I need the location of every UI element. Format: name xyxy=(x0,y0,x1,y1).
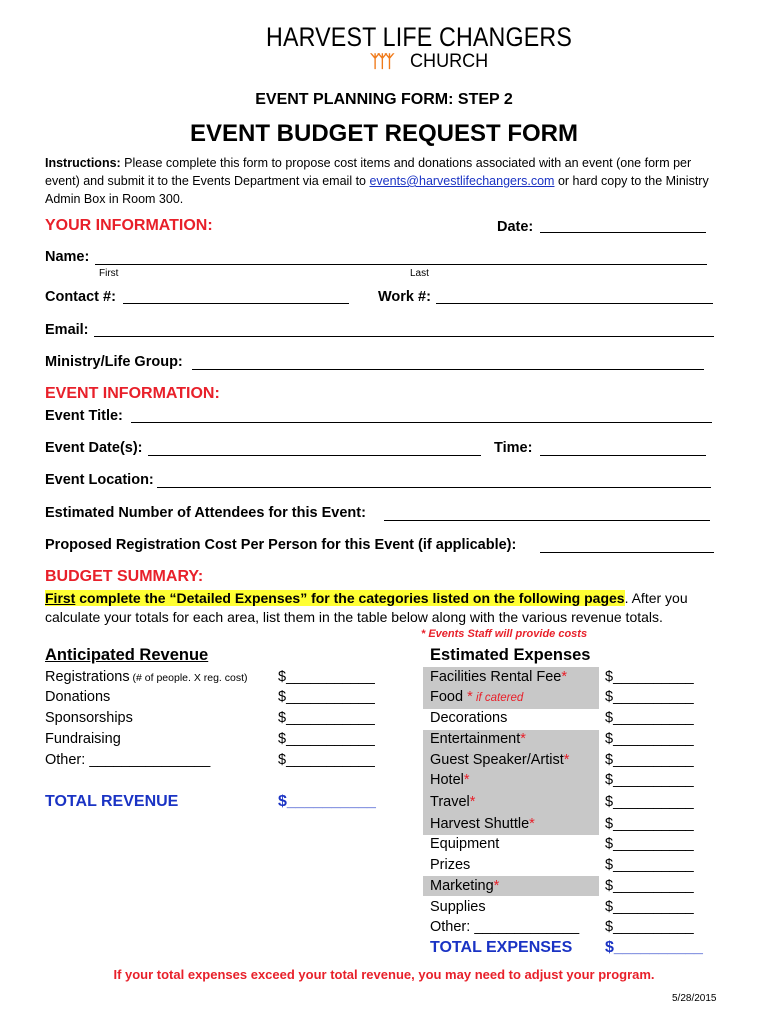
time-field[interactable] xyxy=(540,455,706,456)
revenue-heading: Anticipated Revenue xyxy=(45,646,209,664)
time-label: Time: xyxy=(494,440,533,456)
expense-label-text: Marketing xyxy=(430,878,494,894)
expense-label-text: Entertainment xyxy=(430,731,521,747)
ministry-label: Ministry/Life Group: xyxy=(45,354,183,370)
expense-amount-field[interactable]: $__________ xyxy=(605,794,694,810)
instructions-text: event) and submit it to the Events Department via email to xyxy=(45,174,370,188)
last-name-hint: Last xyxy=(410,268,429,279)
logo-wordmark: HARVEST LIFE CHANGERS xyxy=(266,22,572,52)
staff-cost-asterisk: * xyxy=(529,816,535,832)
expense-amount-field[interactable]: $__________ xyxy=(605,772,694,788)
budget-text: calculate your totals for each area, list them in the table below along with the various revenue totals. xyxy=(45,609,663,625)
total-revenue-amount[interactable]: $__________ xyxy=(278,793,376,810)
first-name-hint: First xyxy=(99,268,119,279)
budget-instructions xyxy=(45,589,688,627)
expense-row-label xyxy=(430,669,567,685)
name-label: Name: xyxy=(45,249,90,265)
total-expenses-amount[interactable]: $__________ xyxy=(605,939,703,956)
expense-row-label xyxy=(430,878,499,894)
email-field[interactable] xyxy=(94,336,714,337)
expense-label-text: Prizes xyxy=(430,857,471,873)
expense-amount-field[interactable]: $__________ xyxy=(605,899,694,915)
staff-cost-asterisk: * xyxy=(563,752,570,768)
expense-label-text: Other: _____________ xyxy=(430,919,580,935)
contact-field[interactable] xyxy=(123,303,349,304)
expense-row-label xyxy=(430,752,569,768)
staff-cost-asterisk: * xyxy=(467,689,473,705)
work-label: Work #: xyxy=(378,289,431,305)
date-field[interactable] xyxy=(540,232,706,233)
event-title-field[interactable] xyxy=(131,422,712,423)
expense-label-text: Food xyxy=(430,689,468,705)
expense-amount-field[interactable]: $__________ xyxy=(605,836,694,852)
total-expenses-label: TOTAL EXPENSES xyxy=(430,939,573,956)
staff-cost-asterisk: * xyxy=(463,772,470,788)
revenue-row-label xyxy=(45,710,133,726)
event-dates-field[interactable] xyxy=(148,455,481,456)
highlighted-instruction xyxy=(45,590,625,606)
revenue-label-text: Registrations xyxy=(45,669,130,685)
revision-date: 5/28/2015 xyxy=(672,993,717,1004)
work-field[interactable] xyxy=(436,303,713,304)
revenue-label-note: (# of people. X reg. cost) xyxy=(129,672,248,684)
date-label: Date: xyxy=(497,219,534,235)
expense-label-text: Hotel xyxy=(430,772,464,788)
instructions-label: Instructions: xyxy=(45,156,121,170)
staff-note: * Events Staff will provide costs xyxy=(421,628,588,640)
expense-row-label xyxy=(430,731,526,747)
expense-amount-field[interactable]: $__________ xyxy=(605,752,694,768)
revenue-row-label xyxy=(45,689,110,705)
registration-cost-field[interactable] xyxy=(540,552,714,553)
expense-amount-field[interactable]: $__________ xyxy=(605,816,694,832)
budget-summary-heading: BUDGET SUMMARY: xyxy=(45,568,204,585)
revenue-label-text: Sponsorships xyxy=(45,710,133,726)
expense-label-note: if catered xyxy=(472,692,524,704)
revenue-amount-field[interactable]: $___________ xyxy=(278,752,375,768)
expense-row-label xyxy=(430,919,579,935)
expense-label-text: Facilities Rental Fee xyxy=(430,669,562,685)
expense-amount-field[interactable]: $__________ xyxy=(605,689,694,705)
expense-label-text: Supplies xyxy=(430,899,486,915)
email-label: Email: xyxy=(45,322,89,338)
expense-amount-field[interactable]: $__________ xyxy=(605,919,694,935)
page-title: EVENT BUDGET REQUEST FORM xyxy=(189,120,579,147)
expense-amount-field[interactable]: $__________ xyxy=(605,857,694,873)
staff-cost-asterisk: * xyxy=(493,878,500,894)
step-title: EVENT PLANNING FORM: STEP 2 xyxy=(255,91,513,108)
event-location-field[interactable] xyxy=(157,487,711,488)
expense-row-label xyxy=(430,794,475,810)
registration-cost-label: Proposed Registration Cost Per Person for this Event (if applicable): xyxy=(45,537,517,553)
expense-amount-field[interactable]: $__________ xyxy=(605,878,694,894)
revenue-row-label xyxy=(45,669,248,685)
event-title-label: Event Title: xyxy=(45,408,123,424)
instructions xyxy=(45,154,709,208)
revenue-row-label xyxy=(45,752,210,768)
staff-cost-asterisk: * xyxy=(561,669,568,685)
revenue-amount-field[interactable]: $___________ xyxy=(278,689,375,705)
expense-row-label xyxy=(430,857,470,873)
attendees-field[interactable] xyxy=(384,520,710,521)
revenue-amount-field[interactable]: $___________ xyxy=(278,710,375,726)
expense-row-label xyxy=(430,689,523,705)
total-revenue-label: TOTAL REVENUE xyxy=(45,793,179,810)
expense-label-text: Decorations xyxy=(430,710,508,726)
revenue-amount-field[interactable]: $___________ xyxy=(278,731,375,747)
expense-row-label xyxy=(430,710,507,726)
revenue-label-text: Donations xyxy=(45,689,111,705)
attendees-label: Estimated Number of Attendees for this Event: xyxy=(45,505,366,521)
staff-cost-asterisk: * xyxy=(520,731,526,747)
instructions-text: Admin Box in Room 300. xyxy=(45,192,184,206)
expense-amount-field[interactable]: $__________ xyxy=(605,710,694,726)
your-information-heading: YOUR INFORMATION: xyxy=(45,217,213,234)
highlight-text: complete the “Detailed Expenses” for the categories listed on the following pages xyxy=(75,590,625,606)
expense-row-label xyxy=(430,899,486,915)
instructions-text: Please complete this form to propose cost items and donations associated with an event (one form per xyxy=(120,156,692,170)
revenue-label-text: Other: _______________ xyxy=(45,752,211,768)
expense-amount-field[interactable]: $__________ xyxy=(605,669,694,685)
ministry-field[interactable] xyxy=(192,369,704,370)
contact-label: Contact #: xyxy=(45,289,116,305)
event-dates-label: Event Date(s): xyxy=(45,440,143,456)
events-email-link[interactable]: events@harvestlifechangers.com xyxy=(369,174,555,188)
logo xyxy=(266,22,572,74)
logo-church: CHURCH xyxy=(410,51,489,72)
expense-row-label xyxy=(430,836,499,852)
expenses-heading: Estimated Expenses xyxy=(430,646,591,664)
expense-row-label xyxy=(430,772,470,788)
instructions-text: or hard copy to the Ministry xyxy=(554,174,709,188)
budget-text: . After you xyxy=(624,590,688,606)
expense-amount-field[interactable]: $__________ xyxy=(605,731,694,747)
expense-row-label xyxy=(430,816,535,832)
first-word: First xyxy=(45,590,76,606)
expense-label-text: Harvest Shuttle xyxy=(430,816,530,832)
expense-label-text: Guest Speaker/Artist xyxy=(430,752,564,768)
budget-warning: If your total expenses exceed your total revenue, you may need to adjust your program. xyxy=(113,967,655,982)
expense-label-text: Equipment xyxy=(430,836,500,852)
staff-cost-asterisk: * xyxy=(469,794,476,810)
revenue-row-label xyxy=(45,731,121,747)
revenue-label-text: Fundraising xyxy=(45,731,121,747)
expense-label-text: Travel xyxy=(430,794,470,810)
people-icon: ᛉᛉᛉ xyxy=(370,52,392,71)
name-field[interactable] xyxy=(95,264,707,265)
revenue-amount-field[interactable]: $___________ xyxy=(278,669,375,685)
event-location-label: Event Location: xyxy=(45,472,154,488)
event-information-heading: EVENT INFORMATION: xyxy=(45,385,220,402)
